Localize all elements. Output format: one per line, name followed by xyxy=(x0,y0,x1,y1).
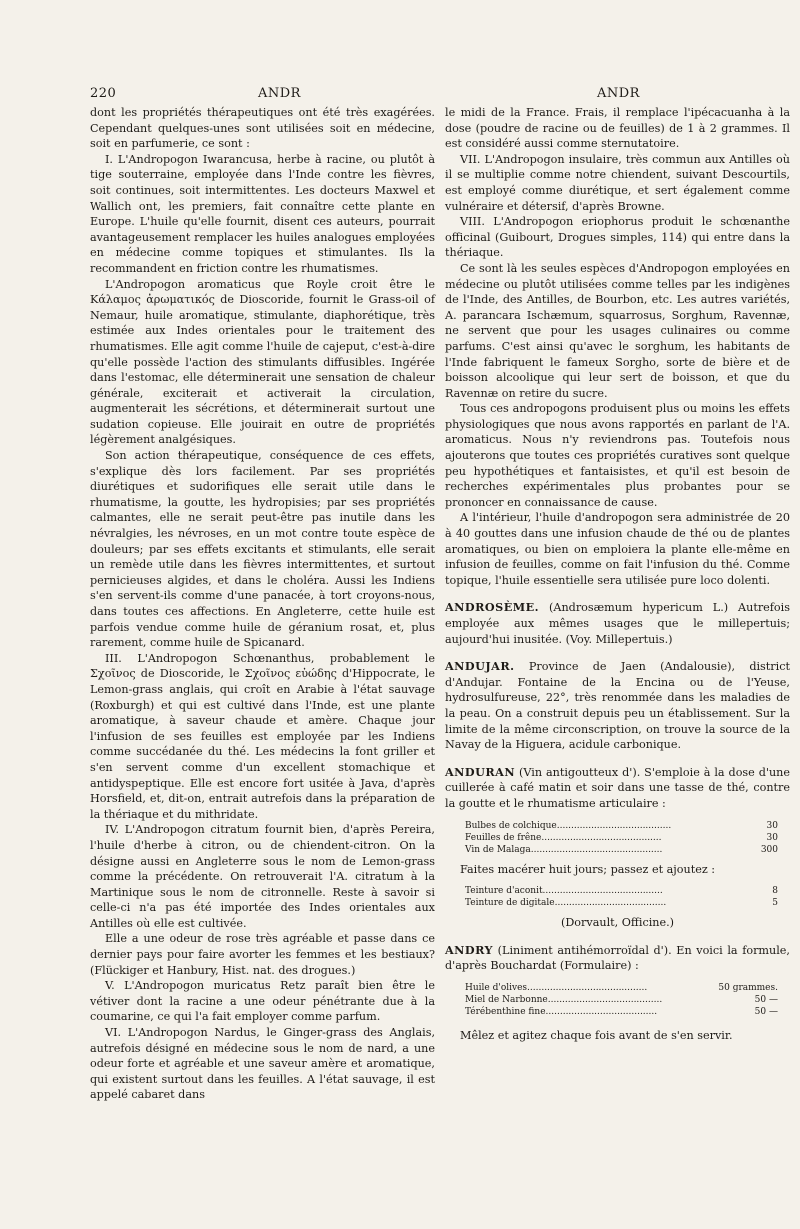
paragraph: Elle a une odeur de rose très agréable et passe dans ce dernier pays pour faire avorter les femmes et les bestiaux? (Flückiger et Hanbury, Hist. nat. des drogues.) xyxy=(90,932,435,977)
ingredient: Teinture de digitale....................................... xyxy=(465,898,667,909)
paragraph: A l'intérieur, l'huile d'andropogon sera administrée de 20 à 40 gouttes dans une infusion chaude de thé ou de plantes aromatiques, ou bien on emploiera la plante elle-même en infusion de feuilles, comme on fait l'infusion du thé. Comme topique, l'huile essentielle sera utilisée pure loco dolenti. xyxy=(445,511,790,587)
ingredient: Huile d'olives.......................................... xyxy=(465,982,648,993)
ingredient: Térébenthine fine....................................... xyxy=(465,1006,658,1017)
paragraph: IV. L'Andropogon citratum fournit bien, d'après Pereira, l'huile d'herbe à citron, ou de chiendent-citron. On la désigne aussi en Angleterre sous le nom de Lemon-grass comme la précédente. On retrouverait l'A. citratum à la Martinique sous le nom de citronnelle. Reste à savoir si celle-ci n'a pas été importée des Indes orientales aux Antilles où elle est cultivée. xyxy=(90,823,435,930)
ingredient: Miel de Narbonne........................................ xyxy=(465,994,663,1005)
paragraph: Tous ces andropogons produisent plus ou moins les effets physiologiques que nous avons rapportés en parlant de l'A. aromaticus. Nous n'y reviendrons pas. Toutefois nous ajouterons que toutes ces propriétés curatives sont quelque peu hypothétiques et fantaisistes, et qu'il est besoin de recherches expérimentales plus probantes pour se prononcer en connaissance de cause. xyxy=(445,402,790,509)
headword: ANDRY xyxy=(445,942,494,957)
paragraph: le midi de la France. Frais, il remplace l'ipécacuanha à la dose (poudre de racine ou de feuilles) de 1 à 2 grammes. Il est considéré aussi comme sternutatoire. xyxy=(445,106,790,151)
recipe-row xyxy=(465,982,790,994)
paragraph: Son action thérapeutique, conséquence de ces effets, s'explique dès lors facilement. Par ses propriétés diurétiques et sudorifiques elle serait utile dans le rhumatisme, la goutte, les hydropisies; par ses propriétés calmantes, elle ne serait peut-être pas inutile dans les névralgies, les névroses, en un mot contre toute espèce de douleurs; par ses effets excitants et stimulants, elle serait un remède utile dans les fièvres intermittentes, et surtout pernicieuses algides, et dans le choléra. Aussi les Indiens s'en servent-ils comme d'une panacée, à tort croyons-nous, dans toutes ces affections. En Angleterre, cette huile est parfois vendue comme huile de géranium rosat, et, plus rarement, comme huile de Spicanard. xyxy=(90,449,435,650)
entry-text: (Vin antigoutteux d'). S'emploie à la dose d'une cuillerée à café matin et soir dans une tasse de thé, contre la goutte et le rhumatisme articulaire : xyxy=(445,765,790,810)
recipe-list xyxy=(465,820,790,856)
quantity: 50 grammes. xyxy=(718,982,778,993)
paragraph: VII. L'Andropogon insulaire, très commun aux Antilles où il se multiplie comme notre chiendent, suivant Descourtils, est employé comme diurétique, et sert également comme vulnéraire et détersif, d'après Browne. xyxy=(445,152,790,213)
ingredient: Bulbes de colchique........................................ xyxy=(465,820,672,831)
quantity: 8 xyxy=(772,886,778,897)
signature: (Dorvault, Officine.) xyxy=(560,916,675,930)
paragraph: V. L'Andropogon muricatus Retz paraît bien être le vétiver dont la racine a une odeur pénétrante due à la coumarine, ce qui l'a fait employer comme parfum. xyxy=(90,979,435,1024)
left-column xyxy=(90,105,435,1103)
entry-andujar xyxy=(445,659,790,753)
paragraph: L'Andropogon aromaticus que Royle croit être le Κάλαμος ἀρωματικός de Dioscoride, fournit le Grass-oil of Nemaur, huile aromatique, stimulante, diaphorétique, très estimée aux Indes orientales pour le traitement des rhumatismes. Elle agit comme l'huile de cajeput, c'est-à-dire qu'elle possède l'action des stimulants diffusibles. Ingérée dans l'estomac, elle déterminerait une sensation de chaleur générale, exciterait et activerait la circulation, augmenterait les sécrétions, et déterminerait surtout une sudation copieuse. Elle jouirait en outre de propriétés légèrement analgésiques. xyxy=(90,277,435,447)
recipe-row xyxy=(465,832,790,844)
paragraph: III. L'Andropogon Schœnanthus, probablement le Σχοῖνος de Dioscoride, le Σχοῖνος εὐώδης d'Hippocrate, le Lemon-grass anglais, qui croît en Arabie à l'état sauvage (Roxburgh) et qui est cultivé dans l'Inde, est une plante aromatique, à saveur chaude et amère. Chaque jour l'infusion de ses feuilles est employée par les Indiens comme succédanée du thé. Les médecins la font griller et s'en servent comme d'un excellent stomachique et antidyspeptique. Elle est encore fort usitée à Java, d'après Horsfield, et, dit-on, entrait autrefois dans la préparation de la thériaque et du mithridate. xyxy=(90,651,435,821)
entry-text: Province de Jaen (Andalousie), district d'Andujar. Fontaine de la Encina ou de l'Yeuse, hydrosulfureuse, 22°, très renommée dans les maladies de la peau. On a construit depuis peu un établissement. Sur la limite de la même circonscription, on trouve la source de la Navay de la Higuera, acidule carbonique. xyxy=(445,660,790,752)
recipe-list xyxy=(465,885,790,909)
running-head-right: ANDR xyxy=(597,86,640,101)
recipe-row xyxy=(465,994,790,1006)
paragraph: Mêlez et agitez chaque fois avant de s'en servir. xyxy=(460,1028,733,1042)
quantity: 50 — xyxy=(754,1006,778,1017)
entry-androseme xyxy=(445,600,790,647)
quantity: 50 — xyxy=(754,994,778,1005)
quantity: 30 xyxy=(766,832,778,843)
quantity: 30 xyxy=(766,820,778,831)
quantity: 5 xyxy=(772,898,778,909)
recipe-row xyxy=(465,1006,790,1018)
entry-text: (Liniment antihémorroïdal d'). En voici la formule, d'après Bouchardat (Formulaire) : xyxy=(445,943,790,973)
recipe-row xyxy=(465,885,790,897)
paragraph: Faites macérer huit jours; passez et ajoutez : xyxy=(460,862,716,876)
recipe-row xyxy=(465,844,790,856)
recipe-row xyxy=(465,820,790,832)
paragraph: VI. L'Andropogon Nardus, le Ginger-grass des Anglais, autrefois désigné en médecine sous le nom de nard, a une odeur forte et agréable et une saveur amère et aromatique, qui existent surtout dans les feuilles. A l'état sauvage, il est appelé cabaret dans xyxy=(90,1026,435,1102)
headword: ANDROSÈME. xyxy=(445,600,540,615)
paragraph: dont les propriétés thérapeutiques ont été très exagérées. Cependant quelques-unes sont utilisées soit en médecine, soit en parfumerie, ce sont : xyxy=(90,106,435,151)
paragraph: I. L'Andropogon Iwarancusa, herbe à racine, ou plutôt à tige souterraine, employée dans l'Inde contre les fièvres, soit continues, soit intermittentes. Les docteurs Maxwel et Wallich ont, les premiers, fait connaître cette plante en Europe. L'huile qu'elle fournit, disent ces auteurs, pourrait avantageusement remplacer les huiles analogues employées en médecine comme topiques et stimulantes. Ils la recommandent en friction contre les rhumatismes. xyxy=(90,152,435,275)
entry-anduran xyxy=(445,765,790,812)
ingredient: Vin de Malaga.............................................. xyxy=(465,844,663,855)
right-column xyxy=(445,105,790,1044)
ingredient: Feuilles de frêne.......................................... xyxy=(465,832,662,843)
paragraph: Ce sont là les seules espèces d'Andropogon employées en médecine ou plutôt utilisées comme telles par les indigènes de l'Inde, des Antilles, de Bourbon, etc. Les autres variétés, A. parancara Ischæmum, squarrosus, Sorghum, Ravennæ, ne servent que pour les usages culinaires ou comme parfums. C'est ainsi qu'avec le sorghum, les habitants de l'Inde fabriquent le fameux Sorgho, sorte de bière et de boisson alcoolique qui leur sert de boisson, et que du Ravennæ on retire du sucre. xyxy=(445,261,790,400)
ingredient: Teinture d'aconit.......................................... xyxy=(465,886,663,897)
headword: ANDUJAR. xyxy=(445,659,515,674)
paragraph: VIII. L'Andropogon eriophorus produit le schœnanthe officinal (Guibourt, Drogues simples, 114) qui entre dans la thériaque. xyxy=(445,215,790,260)
entry-andry xyxy=(445,943,790,974)
running-head-left: ANDR xyxy=(258,86,301,101)
entry-text: (Androsæmum hypericum L.) Autrefois employée aux mêmes usages que le millepertuis; aujourd'hui inusitée. (Voy. Millepertuis.) xyxy=(445,601,790,646)
recipe-row xyxy=(465,897,790,909)
quantity: 300 xyxy=(760,844,778,855)
headword: ANDURAN xyxy=(445,764,516,779)
page-number: 220 xyxy=(90,86,117,101)
recipe-list xyxy=(465,982,790,1018)
